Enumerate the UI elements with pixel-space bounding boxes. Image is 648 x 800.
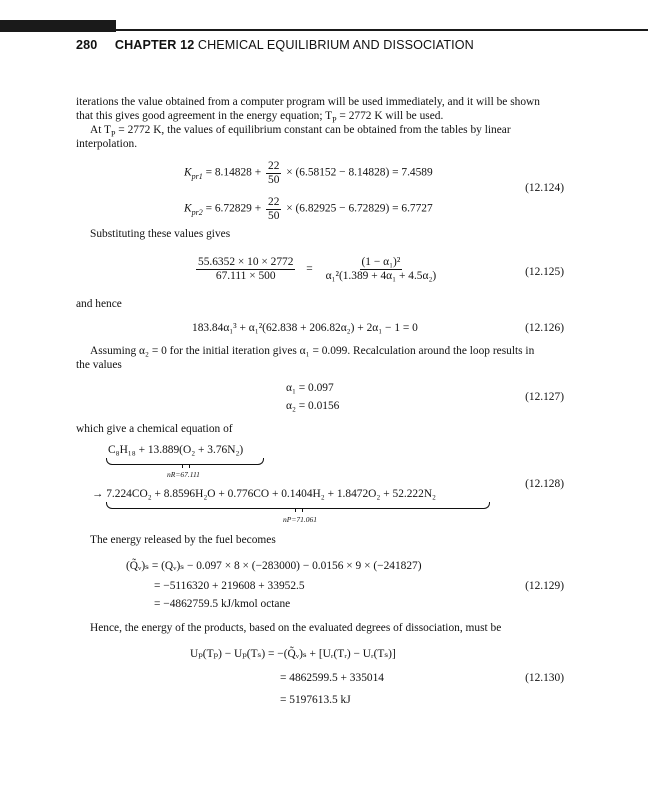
nr-label: nR=67.111 xyxy=(167,470,200,479)
reactants: C₈H₁₈ + 13.889(O₂ + 3.76N₂) xyxy=(108,444,244,456)
equation-number-12-128: (12.128) xyxy=(525,478,564,490)
equation-12-126: 183.84α₁³ + α₁²(62.838 + 206.82α₂) + 2α₁ − 1 = 0 xyxy=(192,322,418,334)
alpha2-value: α₂ = 0.0156 xyxy=(286,400,340,412)
intro-line-4: interpolation. xyxy=(76,138,138,150)
intro-line-3: At $T_P = 2772$ K, the values of equilibrium constant can be obtained from the tables by linear xyxy=(90,124,511,139)
equation-number-12-125: (12.125) xyxy=(525,266,564,278)
equation-number-12-126: (12.126) xyxy=(525,322,564,334)
equation-number-12-130: (12.130) xyxy=(525,672,564,684)
running-header xyxy=(76,38,474,53)
page-number: 280 xyxy=(76,38,98,52)
equation-12-130-line-3: = 5197613.5 kJ xyxy=(280,694,351,706)
np-label: nP=71.061 xyxy=(283,515,318,524)
equation-12-129-line-3: = −4862759.5 kJ/kmol octane xyxy=(154,598,291,610)
intro-line-2: that this gives good agreement in the energy equation; $T_P = 2772$ K will be used. xyxy=(76,110,444,125)
chapter-title: CHEMICAL EQUILIBRIUM AND DISSOCIATION xyxy=(197,38,474,52)
header-rule xyxy=(116,29,648,31)
products-underbrace xyxy=(106,502,490,509)
which-give-text: which give a chemical equation of xyxy=(76,423,233,435)
equation-12-124-row-2: $K_{pr2} = 6.72829$ + $\frac{22}{50}$ × (6.82925 − 6.72829) = 6.7727 xyxy=(184,196,433,222)
hence-energy-text: Hence, the energy of the products, based on the evaluated degrees of dissociation, must be xyxy=(90,622,502,634)
substituting-text: Substituting these values gives xyxy=(90,228,231,240)
equation-12-124-row-1: $K_{pr1} = 8.14828$ + $\frac{22}{50}$ × (6.58152 − 8.14828) = 7.4589 xyxy=(184,160,433,186)
equation-number-12-124: (12.124) xyxy=(525,182,564,194)
and-hence-text: and hence xyxy=(76,298,122,310)
chapter-label: CHAPTER 12 xyxy=(114,38,195,52)
equation-12-130-line-2: = 4862599.5 + 335014 xyxy=(280,672,384,684)
equation-12-130-line-1: Uₚ(Tₚ) − Uₚ(Tₛ) = −(Q̃ᵥ)ₛ + [Uᵣ(Tᵣ) − Uᵣ(Tₛ)] xyxy=(190,648,396,660)
energy-released-text: The energy released by the fuel becomes xyxy=(90,534,276,546)
equation-12-129-line-2: = −5116320 + 219608 + 33952.5 xyxy=(154,580,305,592)
equation-number-12-127: (12.127) xyxy=(525,391,564,403)
intro-line-1: iterations the value obtained from a computer program will be used immediately, and it will be shown xyxy=(76,96,540,108)
alpha1-value: α₁ = 0.097 xyxy=(286,382,334,394)
equation-12-125: $\frac{55.6352 \times 10 \times 2772}{67.111 \times 500}$ = $\frac{\text{(1 − α₁)²}}{\text{α₁²(1.389 + 4α₁ + 4.5α₂)}}$ xyxy=(198,256,437,282)
header-bar xyxy=(0,20,116,32)
products: → 7.224CO₂ + 8.8596H₂O + 0.776CO + 0.1404H₂ + 1.8472O₂ + 52.222N₂ xyxy=(92,488,437,500)
equation-12-129-line-1: (Q̃ᵥ)ₛ = (Qᵥ)ₛ − 0.097 × 8 × (−283000) − 0.0156 × 9 × (−241827) xyxy=(126,560,422,572)
assuming-line-2: the values xyxy=(76,359,122,371)
assuming-line-1: Assuming α₂ = 0 for the initial iteration gives α₁ = 0.099. Recalculation around the loop results in xyxy=(90,345,535,357)
reactants-underbrace xyxy=(106,458,264,465)
equation-number-12-129: (12.129) xyxy=(525,580,564,592)
